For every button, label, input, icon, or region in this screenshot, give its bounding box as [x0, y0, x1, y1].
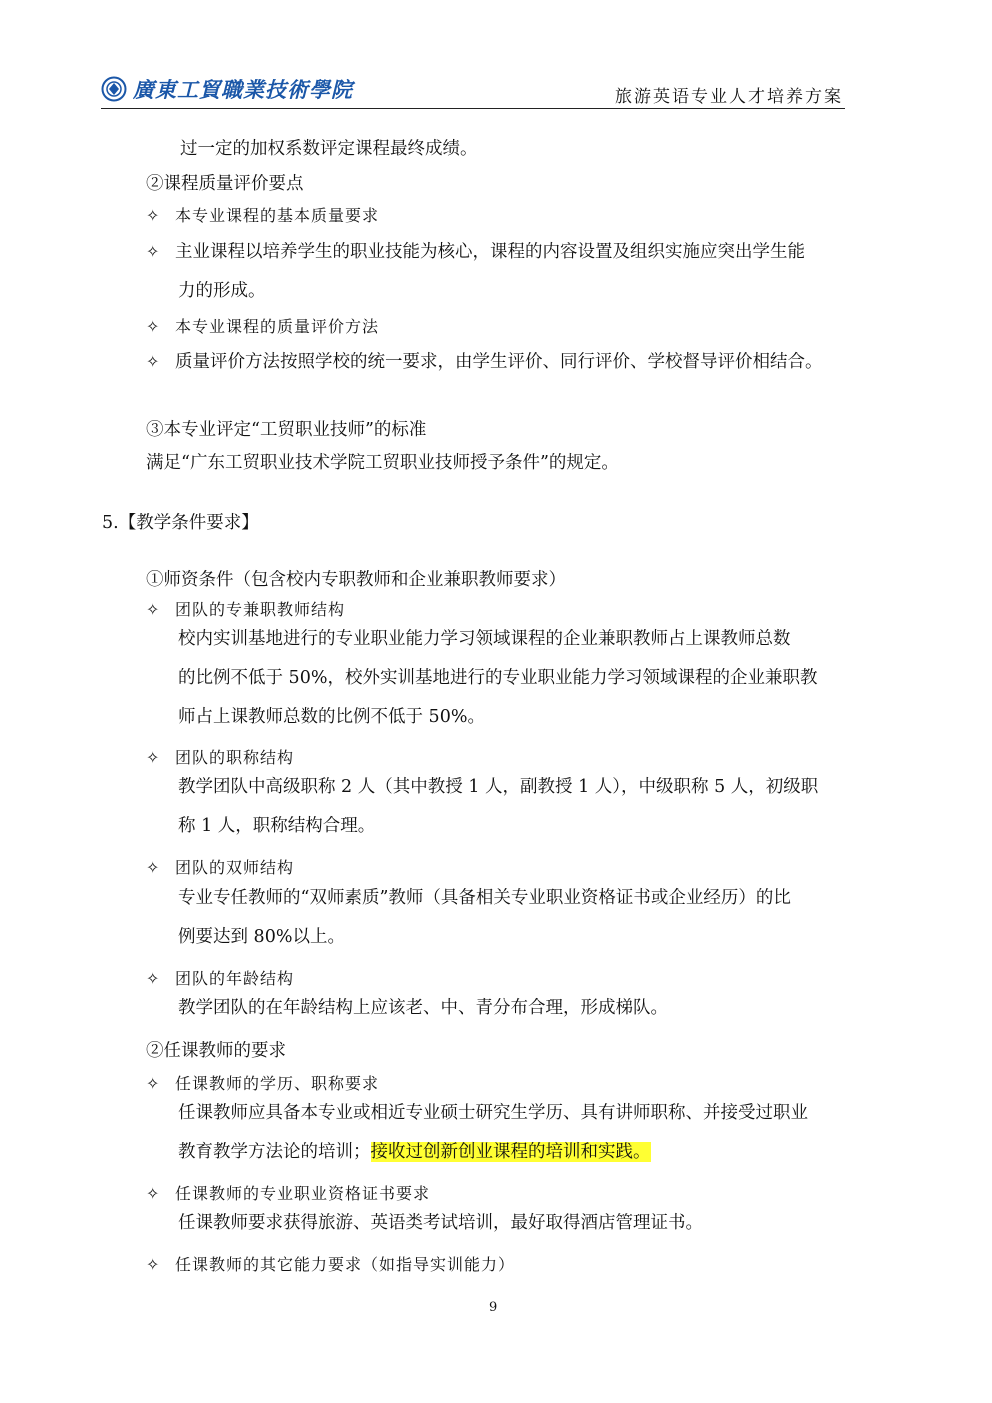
subheading: ①师资条件（包含校内专职教师和企业兼职教师要求） — [146, 570, 566, 590]
bullet-title: 团队的职称结构 — [175, 748, 295, 767]
paragraph-line — [178, 1140, 651, 1164]
diamond-bullet-icon: ✧ — [146, 858, 160, 877]
paragraph-line: 任课教师应具备本专业或相近专业硕士研究生学历、具有讲师职称、并接受过职业 — [178, 1103, 808, 1123]
diamond-bullet-icon: ✧ — [146, 748, 160, 767]
paragraph-text: 教育教学方法论的培训； — [178, 1142, 371, 1162]
diamond-bullet-icon: ✧ — [146, 1184, 160, 1203]
bullet-title: 任课教师的其它能力要求（如指导实训能力） — [175, 1255, 516, 1274]
paragraph-line: 教学团队中高级职称 2 人（其中教授 1 人，副教授 1 人），中级职称 5 人，初级职 — [178, 777, 819, 797]
diamond-bullet-icon: ✧ — [146, 352, 160, 371]
school-logo — [101, 74, 353, 104]
diamond-bullet-icon: ✧ — [146, 1255, 160, 1274]
diamond-bullet-icon: ✧ — [146, 969, 160, 988]
school-emblem-icon — [101, 76, 127, 102]
bullet-text: 质量评价方法按照学校的统一要求，由学生评价、同行评价、学校督导评价相结合。 — [175, 352, 823, 372]
page-header — [101, 70, 845, 109]
diamond-bullet-icon: ✧ — [146, 242, 160, 261]
bullet-title: 本专业课程的质量评价方法 — [175, 317, 380, 336]
bullet-title: 任课教师的专业职业资格证书要求 — [175, 1184, 431, 1203]
paragraph-line: 任课教师要求获得旅游、英语类考试培训，最好取得酒店管理证书。 — [178, 1213, 703, 1233]
bullet-title: 团队的年龄结构 — [175, 969, 295, 988]
bullet-title: 团队的双师结构 — [175, 858, 295, 877]
section-heading: 5.【教学条件要求】 — [102, 513, 259, 533]
highlighted-text: 接收过创新创业课程的培训和实践。 — [370, 1142, 651, 1162]
text-line: 过一定的加权系数评定课程最终成绩。 — [180, 139, 478, 159]
diamond-bullet-icon: ✧ — [146, 317, 160, 336]
bullet-text: 主业课程以培养学生的职业技能为核心，课程的内容设置及组织实施应突出学生能 — [175, 242, 805, 262]
paragraph-line: 的比例不低于 50%，校外实训基地进行的专业职业能力学习领域课程的企业兼职教 — [178, 668, 818, 688]
document-title: 旅游英语专业人才培养方案 — [615, 87, 843, 107]
subheading: ③本专业评定“工贸职业技师”的标准 — [146, 420, 427, 440]
subheading: ②任课教师的要求 — [146, 1041, 286, 1061]
diamond-bullet-icon: ✧ — [146, 206, 160, 225]
bullet-title: 本专业课程的基本质量要求 — [175, 206, 380, 225]
paragraph-line: 例要达到 80%以上。 — [178, 927, 345, 947]
paragraph-line: 校内实训基地进行的专业职业能力学习领域课程的企业兼职教师占上课教师总数 — [178, 629, 791, 649]
school-name: 廣東工貿職業技術學院 — [133, 77, 353, 102]
bullet-text: 力的形成。 — [178, 281, 266, 301]
bullet-title: 任课教师的学历、职称要求 — [175, 1074, 380, 1093]
paragraph-line: 教学团队的在年龄结构上应该老、中、青分布合理，形成梯队。 — [178, 998, 668, 1018]
subheading: ②课程质量评价要点 — [146, 174, 304, 194]
diamond-bullet-icon: ✧ — [146, 600, 160, 619]
paragraph-line: 专业专任教师的“双师素质”教师（具备相关专业职业资格证书或企业经历）的比 — [178, 888, 791, 908]
page-number: 9 — [489, 1300, 498, 1315]
bullet-title: 团队的专兼职教师结构 — [175, 600, 346, 619]
paragraph-line: 称 1 人，职称结构合理。 — [178, 816, 376, 836]
paragraph-line: 师占上课教师总数的比例不低于 50%。 — [178, 707, 485, 727]
diamond-bullet-icon: ✧ — [146, 1074, 160, 1093]
text-line: 满足“广东工贸职业技术学院工贸职业技师授予条件”的规定。 — [146, 453, 619, 473]
